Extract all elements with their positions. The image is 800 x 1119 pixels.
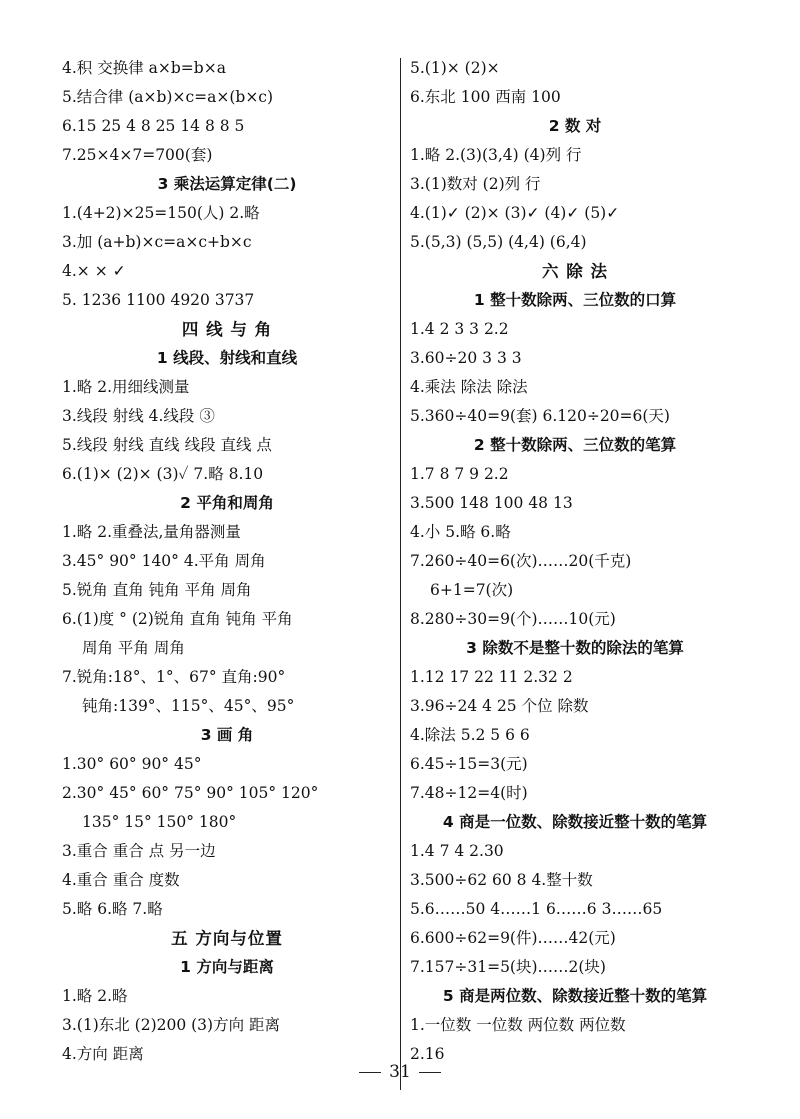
section-heading: 4 商是一位数、除数接近整十数的笔算 [442,813,708,831]
answer-line: 4.× × ✓ [62,262,126,280]
section-heading: 四 线 与 角 [181,320,273,339]
answer-line: 3.线段 射线 4.线段 ③ [62,407,215,425]
answer-line: 3.500÷62 60 8 4.整十数 [410,871,593,889]
answer-line: 1.略 2.略 [62,987,128,1005]
section-heading: 2 数 对 [548,117,602,135]
answer-line: 5.6……50 4……1 6……6 3……65 [410,900,663,918]
answer-line: 7.157÷31=5(块)……2(块) [410,958,606,976]
section-heading: 3 除数不是整十数的除法的笔算 [466,639,684,657]
answer-line: 6.东北 100 西南 100 [410,88,561,106]
left-column [62,54,392,1069]
answer-line: 6.(1)度 ° (2)锐角 直角 钝角 平角 [62,610,293,628]
footer-dash-left [359,1072,381,1073]
answer-line: 3.96÷24 4 25 个位 除数 [410,697,589,715]
answer-line: 6.45÷15=3(元) [410,755,528,773]
section-heading: 2 整十数除两、三位数的笔算 [473,436,677,454]
section-heading: 六 除 法 [542,262,608,281]
answer-line: 3.(1)数对 (2)列 行 [410,175,541,193]
page-footer [0,1062,800,1082]
answer-line: 7.锐角:18°、1°、67° 直角:90° [62,668,286,686]
section-heading: 5 商是两位数、除数接近整十数的笔算 [442,987,708,1005]
answer-line: 1.4 7 4 2.30 [410,842,504,860]
answer-line: 周角 平角 周角 [82,639,185,657]
answer-line: 3.(1)东北 (2)200 (3)方向 距离 [62,1016,281,1034]
answer-line: 5.结合律 (a×b)×c=a×(b×c) [62,88,274,106]
answer-line: 1.7 8 7 9 2.2 [410,465,509,483]
answer-line: 3.60÷20 3 3 3 [410,349,522,367]
section-heading: 五 方向与位置 [171,929,283,948]
answer-line: 4.除法 5.2 5 6 6 [410,726,530,744]
answer-line: 1.12 17 22 11 2.32 2 [410,668,573,686]
answer-line: 1.(4+2)×25=150(人) 2.略 [62,204,260,222]
answer-line: 7.260÷40=6(次)……20(千克) [410,552,632,570]
column-divider [400,58,401,1090]
answer-line: 4.积 交换律 a×b=b×a [62,59,226,77]
answer-line: 6.(1)× (2)× (3)✓ 7.略 8.10 [62,465,264,483]
answer-line: 7.48÷12=4(时) [410,784,528,802]
answer-line: 钝角:139°、115°、45°、95° [82,697,295,715]
answer-line: 3.加 (a+b)×c=a×c+b×c [62,233,252,251]
answer-line: 1.4 2 3 3 2.2 [410,320,509,338]
answer-line: 1.略 2.(3)(3,4) (4)列 行 [410,146,582,164]
section-heading: 2 平角和周角 [180,494,274,512]
answer-line: 2.16 [410,1045,445,1063]
answer-line: 5.锐角 直角 钝角 平角 周角 [62,581,252,599]
section-heading: 3 乘法运算定律(二) [157,175,297,193]
answer-line: 4.(1)✓ (2)× (3)✓ (4)✓ (5)✓ [410,204,620,222]
answer-line: 7.25×4×7=700(套) [62,146,213,164]
answer-line: 3.45° 90° 140° 4.平角 周角 [62,552,266,570]
answer-line: 5.(5,3) (5,5) (4,4) (6,4) [410,233,587,251]
answer-line: 5.(1)× (2)× [410,59,500,77]
answer-line: 3.500 148 100 48 13 [410,494,573,512]
answer-line: 1.略 2.重叠法,量角器测量 [62,523,241,541]
answer-line: 2.30° 45° 60° 75° 90° 105° 120° [62,784,319,802]
right-column [410,54,740,1069]
answer-line: 5.略 6.略 7.略 [62,900,163,918]
section-heading: 1 线段、射线和直线 [156,349,298,367]
page-number: 31 [389,1062,411,1082]
answer-line: 5.线段 射线 直线 线段 直线 点 [62,436,272,454]
answer-line: 4.重合 重合 度数 [62,871,180,889]
answer-line: 4.小 5.略 6.略 [410,523,511,541]
footer-dash-right [419,1072,441,1073]
answer-line: 5. 1236 1100 4920 3737 [62,291,255,309]
section-heading: 3 画 角 [200,726,254,744]
section-heading: 1 整十数除两、三位数的口算 [473,291,677,309]
answer-line: 6.15 25 4 8 25 14 8 8 5 [62,117,245,135]
answer-line: 4.方向 距离 [62,1045,144,1063]
answer-line: 3.重合 重合 点 另一边 [62,842,216,860]
answer-line: 8.280÷30=9(个)……10(元) [410,610,616,628]
answer-line: 1.一位数 一位数 两位数 两位数 [410,1016,626,1034]
answer-line: 6+1=7(次) [430,581,514,599]
answer-line: 135° 15° 150° 180° [82,813,237,831]
section-heading: 1 方向与距离 [180,958,274,976]
answer-line: 4.乘法 除法 除法 [410,378,528,396]
answer-line: 5.360÷40=9(套) 6.120÷20=6(天) [410,407,670,425]
answer-line: 6.600÷62=9(件)……42(元) [410,929,616,947]
answer-line: 1.30° 60° 90° 45° [62,755,202,773]
answer-line: 1.略 2.用细线测量 [62,378,190,396]
